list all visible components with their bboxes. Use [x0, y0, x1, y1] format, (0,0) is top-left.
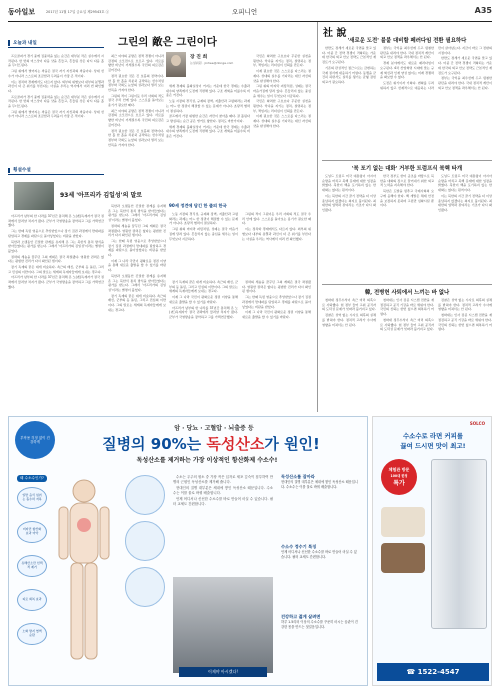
paragraph: 세계 경제의 불확실성이 커지는 가운데 한국 경제는 수출과 내수의 양쪽에서 도전에 직면해 있다. 구조 개혁을 미룰수록 비용은 커진다.	[166, 84, 250, 98]
author-title: 논설위원 · jinhee@donga.com	[190, 61, 234, 65]
paragraph: 노동 시장의 경직성, 규제의 장벽, 저출산과 고령화라는 과제는 어느 한 정권이 해결할 수 있는 문제가 아니다. 초당적 협력이 절실하다.	[166, 99, 250, 113]
issue-info: 2017년 11월 17일 금요일 제29543호 ⓐ	[46, 10, 110, 14]
side-title-2: 끓여 드시면 맛이 최고!	[400, 442, 466, 450]
step-text: 하루 1.5리터 이상의 수소수를 꾸준히 마시는 습관이 건강한 몸을 만드는 첫걸음입니다.	[281, 620, 358, 629]
paragraph: 골프에서 가장 위험한 순간은 자만이 찾아올 때다. 잘 풀린다고 방심하는 순간 공은 벙커로 향한다. 정치도 마찬가지다.	[166, 114, 250, 123]
molecule-icon	[125, 475, 165, 515]
paragraph: 아프리카 남부의 한 나라를 37년간 통치해 온 노(老)독재자가 결국 권좌에서 물러날 처지가 됐다. 군부가 국영방송을 장악하고 그를 가택연금했다.	[169, 305, 238, 319]
ad-step	[281, 475, 359, 489]
side-badge	[381, 459, 417, 495]
ad-person-caption: 이제야 아시겠다!	[179, 667, 267, 677]
side-title-1: 수소수로 라면 커피를	[402, 432, 463, 440]
ad-subheading: 암 · 당뇨 · 고혈압 · 뇌출증 등	[174, 425, 254, 432]
column-rule	[317, 22, 318, 412]
editorial-2-headline: '북 포기 없는 대화' 거부한 트럼프식 북핵 타개	[351, 166, 463, 172]
badge-text: 특가	[393, 480, 405, 487]
paragraph: 이는 북한의 시간 끌기 전략을 더 이상 용납하지 않겠다는 의지로 풀이된다. 최대한의 압박과 관여라는 기조가 다시 확인됐다.	[438, 193, 492, 212]
ad-step	[281, 615, 359, 629]
headline-emphasis: 독성산소	[206, 435, 265, 453]
paragraph: 그린의 적이 그린이듯 우리 사회의 적도 결국 우리 안에 있다. 스스로를 돌아보는 용기가 필요한 때다.	[242, 212, 311, 226]
ad-main-panel	[8, 416, 368, 686]
paragraph: 경제 분야에서도 새로운 패러다임이 요구된다. 4차 산업혁명 시대에 맞는 규제 혁신과 인재 양성 없이는 미래 경쟁력을 확보할 수 없다.	[380, 61, 434, 80]
paragraph: 이제 그 나라 국민이 평화로운 정권 이양을 통해 새로운 출발을 할 수 있기를 바란다.	[108, 258, 166, 273]
paragraph: 검찰은 성역 없는 수사로 의혹의 실체를 밝혀야 한다. 정치적 고려가 수사에 영향을 미쳐서는 안 된다.	[322, 313, 376, 327]
paragraph: 북한은 도발을 멈추고 국제사회의 요구에 응해야 한다. 핵 개발은 체제 안전을 보장하지 못하며 고립만 심화시킬 뿐이다.	[380, 189, 434, 208]
paragraph: 도널드 트럼프 미국 대통령이 아시아 순방을 마치고 북핵 문제에 대한 입장을 밝혔다. 북한이 핵을 포기하지 않는 한 대화는 없다는 원칙이다.	[438, 174, 492, 193]
paragraph: 권력의 세습을 꿈꾸던 그의 계획은 결국 좌절됐다. 영원한 권력은 없다는 평범한 진리가 다시 확인된 셈이다.	[242, 280, 311, 294]
essay-col-4	[253, 54, 311, 202]
paragraph: 수소는 우주의 원소 중 가장 작은 입자로 세포 깊숙이 침투하여 만병의 근원인 독성산소를 제거해 줍니다.	[173, 475, 273, 484]
editorial-1-headline: '새로운 도전' 불붙 대비할 페러다임 전환 필요하다	[347, 38, 467, 44]
ad-side-panel	[372, 416, 492, 686]
paragraph: 아프리카 남부의 한 나라를 37년간 통치해 온 노(老)독재자가 결국 권좌에서 물러날 처지가 됐다. 군부가 국영방송을 장악하고 그를 가택연금했다.	[8, 275, 104, 289]
phone-number[interactable]: ☎ 1522-4547	[377, 663, 489, 681]
paragraph: 한국 정부도 한미 공조를 바탕으로 북한을 대화의 장으로 끌어내기 위한 외교적 노력을 지속해야 한다.	[380, 174, 434, 188]
sayings-label-text: 횡설수설	[8, 168, 31, 173]
body-illustration	[53, 475, 115, 671]
author-face	[171, 55, 181, 66]
water-icon	[125, 567, 165, 607]
author-photo	[166, 52, 186, 77]
subheading: 90세 정견에 담긴 한 줄의 한국	[169, 203, 227, 208]
paragraph: 그는 한때 독립 영웅으로 추앙받았으나 장기 집권 과정에서 반대파를 탄압하고 경제를 파탄으로 몰아넣었다는 비판을 받았다.	[242, 295, 311, 309]
paragraph: 그린의 적이 그린이듯 우리 사회의 적도 결국 우리 안에 있다. 스스로를 돌아보는 용기가 필요한 때다.	[108, 93, 164, 108]
step-title: 수소수 정수기 특징	[281, 544, 317, 549]
sayings-label	[8, 167, 104, 175]
ad-body-text	[173, 475, 273, 575]
paragraph: 장기 독재의 끝은 대개 비슷하다. 측근의 배신, 군부의 등 돌림, 그리고 민심의 이반이다. 그의 말로는 세계의 독재자들에게 보내는 경고다.	[169, 280, 238, 294]
paragraph: 북한과 오랫동안 긴밀한 관계를 유지해 온 그는 북한식 통치 방식을 받아들였다는 평가를 받는다. 그래서 '아프리카의 김일성'이라는 별명이 붙었다.	[108, 204, 166, 223]
essay-col-1	[8, 54, 104, 160]
paragraph: 한반도 정세가 새로운 국면을 맞고 있다. 미중 간 전략 경쟁이 격화되는 가운데 한국의 외교 안보 전략도 근본적인 재검토가 요구된다.	[322, 46, 376, 65]
paragraph: 이는 정치와 경제에서도 다르지 않다. 외부의 위협보다 내부의 분열과 과신이 더 큰 위기를 부른다는 사실을 우리는 역사에서 여러 번 확인했다.	[242, 227, 311, 241]
paragraph: 정작 필요한 것은 긴 호흡의 전략이다. 한 홀 한 홀을 차분히 공략하는 선수처럼 정부와 국회도 눈앞의 성과보다 멀리 보는 안목을 가져야 한다.	[108, 73, 164, 92]
paragraph: 정부는 국익을 최우선에 두고 냉철한 판단을 내려야 한다. 국내 정치적 계산이 외교 안보 정책을 좌우해서는 안 된다.	[380, 46, 434, 60]
brand-logo: SOLCO	[469, 421, 485, 426]
essay-bottom-text	[169, 212, 311, 274]
paragraph: 한반도 정세가 새로운 국면을 맞고 있다. 미중 간 전략 경쟁이 격화되는 가운데 한국의 외교 안보 전략도 근본적인 재검토가 요구된다.	[438, 56, 492, 75]
author-name: 장 진 희	[190, 55, 208, 60]
paragraph: 최근 여야의 공방은 정책 경쟁이 아니라 감정의 소모전으로 흐르고 있다. 서로를 향한 비난이 거세질수록 국민의 피로감은 깊어진다.	[108, 54, 164, 73]
page-number: A35	[474, 6, 492, 15]
ad-person-photo	[173, 577, 273, 673]
paragraph: 기존의 관성적인 접근으로는 급변하는 국제 질서에 대응하기 어렵다. 동맹을 굳건히 하면서도 실리를 챙기는 균형 잡힌 외교가 필요하다.	[322, 65, 376, 84]
essay-col-2	[108, 54, 164, 202]
essay-title: 그린의 敵은 그린이다	[118, 36, 217, 48]
editorial-1-body	[322, 46, 492, 158]
paragraph: 그는 한때 독립 영웅으로 추앙받았으나 장기 집권 과정에서 반대파를 탄압하고 경제를 파탄으로 몰아넣었다는 비판을 받았다.	[108, 238, 166, 258]
step-title: 건강하고 젊게 살려면	[281, 614, 321, 619]
divider	[322, 160, 492, 161]
paragraph: 장기 독재의 끝은 대개 비슷하다. 측근의 배신, 군부의 등 돌림, 그리고 민심의 이반이다. 그의 말로는 세계의 독재자들에게 보내는 경고다.	[8, 265, 104, 274]
badge-sub: 100대 한정	[390, 474, 408, 478]
paragraph: 정부는 국익을 최우선에 두고 냉철한 판단을 내려야 한다. 국내 정치적 계산이 외교 안보 정책을 좌우해서는 안 된다.	[438, 76, 492, 90]
ad-bubble: 노화 방지 혈액 순환	[17, 623, 47, 645]
editorial-masthead: 社 說	[323, 28, 347, 39]
sayings-col-3	[169, 280, 311, 410]
editorial-3-body	[322, 298, 492, 410]
paragraph: 그린 위에서 벌어지는 싸움은 결국 자기 자신과의 싸움이다. 상대 선수가 아니라 스스로의 조급함과 두려움이 가장 큰 적이다.	[8, 109, 104, 119]
paragraph: 이제 필요한 것은 스스로를 다스리는 절제다. 상대의 실수를 기다리는 대신 자신의 샷을 완성해야 한다.	[253, 69, 311, 83]
paragraph: 이제 그 나라 국민이 평화로운 정권 이양을 통해 새로운 출발을 할 수 있기를 바란다.	[242, 310, 311, 319]
paragraph: 노동 시장의 경직성, 규제의 장벽, 저출산과 고령화라는 과제는 어느 한 정권이 해결할 수 있는 문제가 아니다. 초당적 협력이 절실하다.	[169, 212, 238, 226]
newspaper-logo: 동아일보	[8, 7, 36, 16]
headline-part: 질병의 90%는	[102, 435, 207, 453]
paragraph: 이는 북한의 시간 끌기 전략을 더 이상 용납하지 않겠다는 의지로 풀이된다. 최대한의 압박과 관여라는 기조가 다시 확인됐다.	[322, 193, 376, 212]
paragraph: 프로골퍼가 경기 중에 집중력을 잃는 순간은 대부분 작은 실수에서 시작된다. 한 번의 미스샷이 다음 샷을 흔들고, 흔들린 샷은 다시 다음 홀을 무너뜨린다.	[8, 94, 104, 109]
paragraph: 권력의 세습을 꿈꾸던 그의 계획은 결국 좌절됐다. 영원한 권력은 없다는 평범한 진리가 다시 확인된 셈이다.	[8, 254, 104, 264]
paragraph: 권력의 세습을 꿈꾸던 그의 계획은 결국 좌절됐다. 영원한 권력은 없다는 평범한 진리가 다시 확인된 셈이다.	[108, 223, 166, 238]
editorial-2-body	[322, 174, 492, 282]
paragraph: 이제 그 나라 국민이 평화로운 정권 이양을 통해 새로운 출발을 할 수 있기를 바란다.	[169, 295, 238, 304]
ramen-photo	[381, 507, 425, 537]
paragraph: 청와대 정무수석이 측근 비리 의혹으로 사퇴했다. 현 정부 들어 고위 공직자의 도덕성 문제가 잇따라 불거지고 있다.	[380, 317, 434, 332]
paragraph: 도전은 위기이자 기회다. 변화를 두려워하지 않고 선제적으로 대응하는 나라만이 살아남는다. 지금이 바로 그 전환의 시점이다.	[380, 46, 492, 90]
column-label	[8, 40, 104, 48]
ad-subline: 독성산소를 제거하는 가장 이상적인 항산화제 수소수!	[136, 457, 278, 464]
column-label-text: 오늘과 내일	[8, 40, 37, 46]
paragraph: 검찰은 성역 없는 수사로 의혹의 실체를 밝혀야 한다. 정치적 고려가 수사에 영향을 미쳐서는 안 된다.	[438, 298, 492, 312]
water-purifier-product	[431, 459, 487, 629]
ad-bubble: 비타민 항산화 효과 미약	[17, 521, 47, 543]
badge-text: 체험관 방문	[388, 467, 410, 472]
advertisement	[8, 416, 492, 686]
editorial-3-headline: 韓, 전병헌 사퇴에서 느끼는 바 없나	[364, 290, 450, 296]
paragraph: 프로골퍼가 경기 중에 집중력을 잃는 순간은 대부분 작은 실수에서 시작된다. 한 번의 미스샷이 다음 샷을 흔들고, 흔들린 샷은 다시 다음 홀을 무너뜨린다.	[8, 54, 104, 68]
essay-col-3	[166, 84, 250, 200]
sayings-photo	[14, 182, 54, 210]
ad-bubble: 유해산소만 선택적 제거	[17, 555, 47, 577]
cell-icon	[125, 521, 165, 561]
paragraph: 그는 한때 독립 영웅으로 추앙받았으나 장기 집권 과정에서 반대파를 탄압하고 경제를 파탄으로 몰아넣었다는 비판을 받았다.	[8, 229, 104, 238]
paragraph: 그린 위의 마지막 퍼팅처럼, 성패는 결국 마음가짐에 달려 있다. 흔들리지 않는 중심을 세우는 일이 무엇보다 시급하다.	[169, 227, 238, 241]
paragraph: 청와대는 인사 검증 시스템 전반을 재점검하고 공직 기강을 바로 세워야 한다. 국민의 신뢰는 한번 잃으면 회복하기 어렵다.	[380, 298, 434, 317]
paragraph: 장기 독재의 끝은 대개 비슷하다. 측근의 배신, 군부의 등 돌림, 그리고 민심의 이반이다. 그의 말로는 세계의 독재자들에게 보내는 경고다.	[108, 293, 166, 312]
paragraph: 아프리카 남부의 한 나라를 37년간 통치해 온 노(老)독재자가 결국 권좌에서 물러날 처지가 됐다. 군부가 국영방송을 장악하고 그를 가택연금했다.	[8, 214, 104, 228]
paragraph: 청와대 정무수석이 측근 비리 의혹으로 사퇴했다. 현 정부 들어 고위 공직자의 도덕성 문제가 잇따라 불거지고 있다.	[322, 298, 376, 312]
ad-bubble: 피로 회복 효과	[17, 589, 47, 611]
coffee-photo	[381, 543, 425, 573]
paragraph: 북한과 오랫동안 긴밀한 관계를 유지해 온 그는 북한식 통치 방식을 받아들였다는 평가를 받는다. 그래서 '아프리카의 김일성'이라는 별명이 붙었다.	[8, 239, 104, 253]
paragraph: 국민은 화려한 구호보다 꾸준한 실천을 원한다. 약속을 지키는 정치, 설명하는 정부, 책임지는 리더십이 신뢰를 만든다.	[253, 99, 311, 113]
step-title: 독성산소를 잡아라	[281, 474, 315, 479]
sayings-col-1	[8, 214, 104, 410]
paragraph: 이제 필요한 것은 스스로를 다스리는 절제다. 상대의 실수를 기다리는 대신 자신의 샷을 완성해야 한다.	[253, 114, 311, 128]
paragraph: 그린 위의 마지막 퍼팅처럼, 성패는 결국 마음가짐에 달려 있다. 흔들리지 않는 중심을 세우는 일이 무엇보다 시급하다.	[253, 84, 311, 98]
paragraph: 이는 정치와 경제에서도 다르지 않다. 외부의 위협보다 내부의 분열과 과신이 더 큰 위기를 부른다는 사실을 우리는 역사에서 여러 번 확인했다.	[8, 79, 104, 93]
paragraph: 세계 경제의 불확실성이 커지는 가운데 한국 경제는 수출과 내수의 양쪽에서 도전에 직면해 있다. 구조 개혁을 미룰수록 비용은 커진다.	[166, 124, 250, 139]
headline-part: 가 원인!	[264, 435, 320, 453]
paragraph: 현대인의 질병 대부분은 체내에 쌓인 독성산소 때문입니다. 수소수는 이를 물로 바꿔 배출합니다.	[173, 486, 273, 495]
section-name: 오피니언	[232, 8, 258, 16]
divider	[322, 284, 492, 285]
ad-step	[281, 545, 359, 559]
paragraph: 국민은 화려한 구호보다 꾸준한 실천을 원한다. 약속을 지키는 정치, 설명하는 정부, 책임지는 리더십이 신뢰를 만든다.	[253, 54, 311, 68]
step-text: 언제 어디서나 신선한 수소수를 바로 만들어 마실 수 있습니다. 필터 교체도 간편합니다.	[281, 550, 357, 559]
ad-headline	[61, 433, 361, 454]
paragraph: 청와대는 인사 검증 시스템 전반을 재점검하고 공직 기강을 바로 세워야 한다. 국민의 신뢰는 한번 잃으면 회복하기 어렵다.	[438, 313, 492, 332]
sayings-title: 93세 '아프리카 김일성'의 말로	[60, 192, 143, 199]
paragraph: 도널드 트럼프 미국 대통령이 아시아 순방을 마치고 북핵 문제에 대한 입장을 밝혔다. 북한이 핵을 포기하지 않는 한 대화는 없다는 원칙이다.	[322, 174, 376, 193]
page-header	[8, 4, 492, 22]
paragraph: 언제 어디서나 신선한 수소수를 바로 만들어 마실 수 있습니다. 필터 교체도 간편합니다.	[173, 497, 273, 506]
paragraph: 정작 필요한 것은 긴 호흡의 전략이다. 한 홀 한 홀을 차분히 공략하는 선수처럼 정부와 국회도 눈앞의 성과보다 멀리 보는 안목을 가져야 한다.	[108, 128, 164, 147]
ad-badge: 부작용 걱정 없이 건강하게	[15, 421, 55, 459]
sayings-col-2	[108, 204, 166, 410]
paragraph: 최근 여야의 공방은 정책 경쟁이 아니라 감정의 소모전으로 흐르고 있다. 서로를 향한 비난이 거세질수록 국민의 피로감은 깊어진다.	[108, 108, 164, 127]
ad-bubble: 일반 음식 섭취는 흡수력 저하	[17, 487, 47, 509]
ad-question: 왜 수소수인가?	[17, 475, 47, 482]
paragraph: 그린 위에서 벌어지는 싸움은 결국 자기 자신과의 싸움이다. 상대 선수가 아니라 스스로의 조급함과 두려움이 가장 큰 적이다.	[8, 69, 104, 78]
paragraph: 북한과 오랫동안 긴밀한 관계를 유지해 온 그는 북한식 통치 방식을 받아들였다는 평가를 받는다. 그래서 '아프리카의 김일성'이라는 별명이 붙었다.	[108, 273, 166, 292]
step-text: 현대인의 질병 대부분은 체내에 쌓인 독성산소 때문입니다. 수소수는 이를 물로 바꿔 배출합니다.	[281, 480, 358, 489]
